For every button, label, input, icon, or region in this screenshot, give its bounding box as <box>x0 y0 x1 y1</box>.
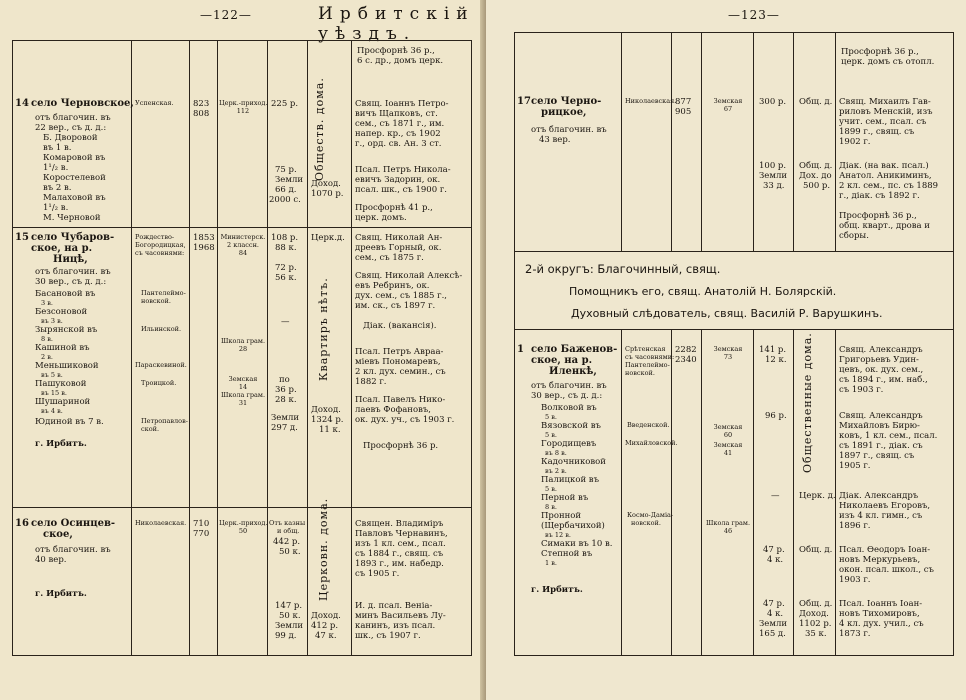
village: Безсоновой <box>35 307 88 317</box>
church-name: Космо-Даміа- <box>627 511 674 519</box>
village: Вязовской въ <box>541 421 601 431</box>
clergy-line: учит. сем., псал. съ <box>839 117 927 127</box>
parishioners: 2340 <box>675 355 697 365</box>
village: въ 1 в. <box>43 143 72 153</box>
clergy-line: изъ 4 кл. гимн., съ <box>839 511 923 521</box>
clergy-line: им. ск., съ 1897 г. <box>355 301 436 311</box>
clergy-line: сем., съ 1875 г. <box>355 253 424 263</box>
clergy-line: г., діак. съ 1892 г. <box>839 191 920 201</box>
salary: Земли <box>275 621 304 631</box>
parish-name: Иленкѣ, <box>549 366 597 377</box>
school: Земская <box>713 423 743 431</box>
salary: 50 к. <box>279 611 301 621</box>
parishioners: 1968 <box>193 243 215 253</box>
clergy-line: Священ. Владиміръ <box>355 519 444 529</box>
village: Кашиной въ <box>35 343 90 353</box>
housing: Церк.д. <box>311 233 345 243</box>
village: М. Черновой <box>43 213 101 223</box>
salary: 50 к. <box>279 547 301 557</box>
church-name: ской. <box>141 425 160 433</box>
clergy-line: Діак. Александръ <box>839 491 919 501</box>
village: 1¹/₂ в. <box>43 203 69 213</box>
parishioners: 1853 <box>193 233 215 243</box>
housing-label: Общественные дома. <box>801 332 814 473</box>
clergy-line: Просфорнѣ 41 р., <box>355 203 433 213</box>
clergy-line: 1873 г. <box>839 629 871 639</box>
school: Школа грам. <box>705 519 751 527</box>
parish-name: ское, на р. <box>31 243 93 254</box>
village: Коростелевой <box>43 173 106 183</box>
clergy-line: Діак. (на вак. псал.) <box>839 161 929 171</box>
school: 67 <box>723 105 733 113</box>
town: г. Ирбитъ. <box>531 585 583 595</box>
clergy-line: общ. кварт., дрова и <box>839 221 930 231</box>
school: Школа грам. <box>220 391 266 399</box>
salary: 2000 с. <box>269 195 301 205</box>
salary: 88 к. <box>275 243 297 253</box>
salary: — <box>771 491 780 501</box>
school: Земская <box>713 97 743 105</box>
church-name: съ часовнями: <box>135 249 185 257</box>
clergy-line: Псал. Іоаннъ Іоан- <box>839 599 923 609</box>
village: Юдиной въ 7 в. <box>35 417 104 427</box>
church-name: Николаевская. <box>625 97 677 105</box>
top-priest-line: Просфорнѣ 36 р., <box>357 46 435 56</box>
income: Доход. <box>311 611 341 621</box>
school: 41 <box>723 449 733 457</box>
income: 1324 р. <box>311 415 344 425</box>
housing-label: Обществ. дома. <box>313 77 326 181</box>
clergy-line: канинъ, изъ псал. <box>355 621 436 631</box>
salary: 165 д. <box>759 629 786 639</box>
clergy-line: вичъ Щапковъ, ст. <box>355 109 438 119</box>
church-name: Троицкой. <box>141 379 177 387</box>
church-name: Петропавлов- <box>141 417 188 425</box>
school: Школа грам. <box>220 337 266 345</box>
salary: Земли <box>271 413 300 423</box>
church-name: Срѣтенская <box>625 345 666 353</box>
district-heading: 2-й округъ: Благочинный, свящ. <box>525 262 721 276</box>
church-name: Пантелеймо- <box>625 361 670 369</box>
school: 46 <box>723 527 733 535</box>
salary: 4 к. <box>767 609 784 619</box>
village: 5 в. <box>545 431 557 439</box>
distance-line: отъ благочин. въ <box>531 125 607 135</box>
clergy-line: Николаевъ Егоровъ, <box>839 501 931 511</box>
clergy-line: Анатол. Аникиминъ, <box>839 171 932 181</box>
village: 3 в. <box>41 299 53 307</box>
distance-line: отъ благочин. въ <box>35 267 111 277</box>
distance-line: 22 вер., съ д. д.: <box>35 123 107 133</box>
school: Земская <box>713 345 743 353</box>
salary: Земли <box>275 175 304 185</box>
village: Шушариной <box>35 397 91 407</box>
clergy-line: съ 1905 г. <box>355 569 400 579</box>
page-title: Ирбитскій уѣздъ. <box>318 4 475 44</box>
entry-number: 17 <box>517 96 531 107</box>
clergy-line: Михайловъ Бирю- <box>839 421 920 431</box>
clergy-line: міевъ Пономаревъ, <box>355 357 441 367</box>
village: 8 в. <box>545 503 557 511</box>
parish-name: село Осинцев- <box>31 518 116 529</box>
salary: 442 р. <box>273 537 301 547</box>
village: 5 в. <box>545 485 557 493</box>
clergy-line: И. д. псал. Веніа- <box>355 601 433 611</box>
salary: по <box>279 375 290 385</box>
salary: 225 р. <box>271 99 299 109</box>
school: 50 <box>238 527 248 535</box>
parishioners: 808 <box>193 109 210 119</box>
clergy-line: г., орд. св. Ан. 3 ст. <box>355 139 442 149</box>
distance-line: 40 вер. <box>35 555 67 565</box>
housing: Общ. д. <box>799 161 833 171</box>
clergy-line: дреевъ Горный, ок. <box>355 243 442 253</box>
village: Пронной <box>541 511 582 521</box>
distance-line: 30 вер., съ д. д.: <box>35 277 107 287</box>
clergy-line: напер. кр., съ 1902 <box>355 129 441 139</box>
clergy-line: Псал. Ѳеодоръ Іоан- <box>839 545 931 555</box>
village: 5 в. <box>545 413 557 421</box>
clergy-line: 1905 г. <box>839 461 871 471</box>
town: г. Ирбитъ. <box>35 589 87 599</box>
school: 14 <box>238 383 248 391</box>
clergy-line: церк. домъ. <box>355 213 407 223</box>
salary: 56 к. <box>275 273 297 283</box>
church-name: Параскевиной. <box>135 361 187 369</box>
housing-label: Церковн. дома. <box>317 497 330 601</box>
clergy-line: сем., съ 1871 г., им. <box>355 119 445 129</box>
church-name: Пантелеймо- <box>141 289 186 297</box>
clergy-line: новъ Меркурьевъ, <box>839 555 921 565</box>
entry-number: 15 <box>15 232 29 243</box>
church-name: Ильинской. <box>141 325 182 333</box>
clergy-line: съ 1891 г., діак. съ <box>839 441 923 451</box>
village: 1¹/₂ в. <box>43 163 69 173</box>
village: (Щербачихой) <box>541 521 605 531</box>
village: Волковой въ <box>541 403 597 413</box>
church-name: Михайловской. <box>625 439 678 447</box>
income: 35 к. <box>805 629 827 639</box>
top-priest-line: Просфорнѣ 36 р., <box>841 47 919 57</box>
church-name: Богородицкая, <box>135 241 186 249</box>
distance-line: 43 вер. <box>539 135 571 145</box>
parishioners: 823 <box>193 99 210 109</box>
left-table <box>12 40 472 656</box>
parish-name: рицкое, <box>541 107 587 118</box>
school: 73 <box>723 353 733 361</box>
district-assistant: Помощникъ его, свящ. Анатолій Н. Болярскій. <box>569 285 837 298</box>
clergy-line: новъ Тихомировъ, <box>839 609 920 619</box>
income: 47 к. <box>315 631 337 641</box>
distance-line: 30 вер., съ д. д.: <box>531 391 603 401</box>
salary: и общ. <box>277 527 300 535</box>
distance-line: отъ благочин. въ <box>35 113 111 123</box>
village: Степной въ <box>541 549 593 559</box>
salary: 28 к. <box>275 395 297 405</box>
church-name: новской. <box>625 369 655 377</box>
village: 1 в. <box>545 559 557 567</box>
clergy-line: 1903 г. <box>839 575 871 585</box>
clergy-line: псал. шк., съ 1900 г. <box>355 185 447 195</box>
top-priest-line: церк. домъ съ отопл. <box>841 57 935 67</box>
school: 31 <box>238 399 248 407</box>
school: Церк.-приход. <box>219 519 268 527</box>
village: Симаки въ 10 в. <box>541 539 613 549</box>
housing: Общ. д. <box>799 545 833 555</box>
church-name: Введенской. <box>627 421 670 429</box>
clergy-line: риловъ Менскій, изъ <box>839 107 933 117</box>
clergy-line: цевъ, ок. дух. сем., <box>839 365 924 375</box>
village: Зырянской въ <box>35 325 98 335</box>
entry-number: 1 <box>517 344 524 355</box>
clergy-line: съ 1894 г., им. наб., <box>839 375 928 385</box>
top-priest-line: 6 с. др., домъ церк. <box>357 56 444 66</box>
clergy-line: Григорьевъ Удин- <box>839 355 919 365</box>
income: 1070 р. <box>311 189 344 199</box>
salary: — <box>281 317 290 327</box>
village: Палицкой въ <box>541 475 600 485</box>
salary: 141 р. <box>759 345 787 355</box>
clergy-line: Свящ. Александръ <box>839 345 923 355</box>
district-investigator: Духовный слѣдователь, свящ. Василій Р. Варушкинъ. <box>571 307 883 320</box>
clergy-line: ковъ, 1 кл. сем., псал. <box>839 431 938 441</box>
housing: Дох. до <box>799 171 832 181</box>
clergy-line: Просфорнѣ 36 р., <box>839 211 917 221</box>
church-name: Успенская. <box>135 99 174 107</box>
church-name: съ часовнями: <box>625 353 675 361</box>
right-table <box>514 32 954 656</box>
salary: 36 р. <box>275 385 297 395</box>
village: Басановой въ <box>35 289 96 299</box>
church-name: Рождество- <box>135 233 175 241</box>
salary: 33 д. <box>763 181 785 191</box>
housing: 500 р. <box>803 181 831 191</box>
village: Малаховой въ <box>43 193 106 203</box>
clergy-line: лаевъ Фофановъ, <box>355 405 431 415</box>
clergy-line: Діак. (вакансія). <box>363 321 437 331</box>
clergy-line: дух. сем., съ 1885 г., <box>355 291 448 301</box>
salary: Отъ казны <box>269 519 306 527</box>
town: г. Ирбитъ. <box>35 439 87 449</box>
clergy-line: окон. псал. школ., съ <box>839 565 934 575</box>
entry-number: 16 <box>15 518 29 529</box>
church-name: новской. <box>631 519 661 527</box>
village: Б. Дворовой <box>43 133 98 143</box>
income: 412 р. <box>311 621 339 631</box>
income: Доход. <box>311 179 341 189</box>
parish-name: село Черновское, <box>31 98 134 109</box>
clergy-line: Свящ. Николай Ан- <box>355 233 443 243</box>
parishioners: 710 <box>193 519 210 529</box>
clergy-line: 2 кл. дух. семин., съ <box>355 367 446 377</box>
clergy-line: 1896 г. <box>839 521 871 531</box>
salary: 66 д. <box>275 185 297 195</box>
clergy-line: Павловъ Чернавинъ, <box>355 529 448 539</box>
village: 8 в. <box>41 335 53 343</box>
clergy-line: Свящ. Михаилъ Гав- <box>839 97 931 107</box>
clergy-line: съ 1884 г., свящ. съ <box>355 549 444 559</box>
school: 112 <box>236 107 250 115</box>
parishioners: 2282 <box>675 345 697 355</box>
clergy-line: 1882 г. <box>355 377 387 387</box>
church-name: Николаевская. <box>135 519 187 527</box>
salary: 300 р. <box>759 97 787 107</box>
left-page-number: —122— <box>200 8 252 22</box>
clergy-line: сборы. <box>839 231 869 241</box>
clergy-line: Свящ. Іоаннъ Петро- <box>355 99 449 109</box>
distance-line: отъ благочин. въ <box>531 381 607 391</box>
school: 28 <box>238 345 248 353</box>
school: Земская <box>713 441 743 449</box>
village: Меньшиковой <box>35 361 99 371</box>
clergy-line: 1893 г., им. набедр. <box>355 559 444 569</box>
clergy-line: евъ Ребринъ, ок. <box>355 281 430 291</box>
school: 84 <box>238 249 248 257</box>
salary: 12 к. <box>765 355 787 365</box>
salary: 47 р. <box>763 545 785 555</box>
salary: Земли <box>759 619 788 629</box>
clergy-line: ок. дух. уч., съ 1903 г. <box>355 415 455 425</box>
parish-name: Ницѣ, <box>53 254 88 265</box>
clergy-line: Псал. Павелъ Нико- <box>355 395 446 405</box>
salary: 99 д. <box>275 631 297 641</box>
right-page <box>486 0 966 700</box>
clergy-line: Псал. Петръ Авраа- <box>355 347 444 357</box>
village: 2 в. <box>41 353 53 361</box>
school: Земская <box>228 375 258 383</box>
clergy-line: Псал. Петръ Никола- <box>355 165 451 175</box>
clergy-line: шк., съ 1907 г. <box>355 631 421 641</box>
village: въ 3 в. <box>41 317 63 325</box>
parish-name: ское, <box>43 529 73 540</box>
salary: 4 к. <box>767 555 784 565</box>
village: Пашуковой <box>35 379 87 389</box>
parishioners: 905 <box>675 107 692 117</box>
parishioners: 877 <box>675 97 692 107</box>
village: въ 4 в. <box>41 407 63 415</box>
income: 1102 р. <box>799 619 832 629</box>
church-name: новской. <box>141 297 171 305</box>
salary: Земли <box>759 171 788 181</box>
clergy-line: Свящ. Александръ <box>839 411 923 421</box>
clergy-line: 2 кл. сем., пс. съ 1889 <box>839 181 939 191</box>
school: Министерск. <box>220 233 266 241</box>
salary: 100 р. <box>759 161 787 171</box>
salary: 72 р. <box>275 263 297 273</box>
clergy-line: Свящ. Николай Алексѣ- <box>355 271 463 281</box>
village: въ 12 в. <box>545 531 571 539</box>
village: Комаровой въ <box>43 153 106 163</box>
salary: 147 р. <box>275 601 303 611</box>
salary: 108 р. <box>271 233 299 243</box>
parishioners: 770 <box>193 529 210 539</box>
clergy-line: Просфорнѣ 36 р. <box>363 441 439 451</box>
parish-name: ское, на р. <box>531 355 593 366</box>
parish-name: село Чубаров- <box>31 232 115 243</box>
income: Доход. <box>311 405 341 415</box>
income: Доход. <box>799 609 829 619</box>
clergy-line: 1897 г., свящ. съ <box>839 451 915 461</box>
village: въ 8 в. <box>545 449 567 457</box>
salary: 75 р. <box>275 165 297 175</box>
salary: 96 р. <box>765 411 787 421</box>
parish-name: село Баженов- <box>531 344 618 355</box>
clergy-line: изъ 1 кл. сем., псал. <box>355 539 446 549</box>
village: въ 15 в. <box>41 389 67 397</box>
school: Церк.-приход. <box>219 99 268 107</box>
income: 11 к. <box>319 425 341 435</box>
school: 2 классн. <box>227 241 259 249</box>
distance-line: отъ благочин. въ <box>35 545 111 555</box>
village: въ 5 в. <box>41 371 63 379</box>
village: Кадочниковой <box>541 457 606 467</box>
right-page-number: —123— <box>728 8 780 22</box>
parish-name: село Черно- <box>531 96 602 107</box>
village: Городищевъ <box>541 439 597 449</box>
housing: Общ. д. <box>799 97 833 107</box>
housing: Церк. д. <box>799 491 836 501</box>
school: 60 <box>723 431 733 439</box>
clergy-line: 1899 г., свящ. съ <box>839 127 915 137</box>
housing: Общ. д. <box>799 599 833 609</box>
clergy-line: минъ Васильевъ Лу- <box>355 611 446 621</box>
entry-number: 14 <box>15 98 29 109</box>
housing-label: Квартиръ нѣтъ. <box>317 277 330 381</box>
clergy-line: съ 1903 г. <box>839 385 884 395</box>
village: въ 2 в. <box>43 183 72 193</box>
clergy-line: 4 кл. дух. учил., съ <box>839 619 924 629</box>
salary: 47 р. <box>763 599 785 609</box>
salary: 297 д. <box>271 423 298 433</box>
village: Перной въ <box>541 493 589 503</box>
clergy-line: 1902 г. <box>839 137 871 147</box>
village: въ 2 в. <box>545 467 567 475</box>
clergy-line: евичъ Задорин, ок. <box>355 175 441 185</box>
